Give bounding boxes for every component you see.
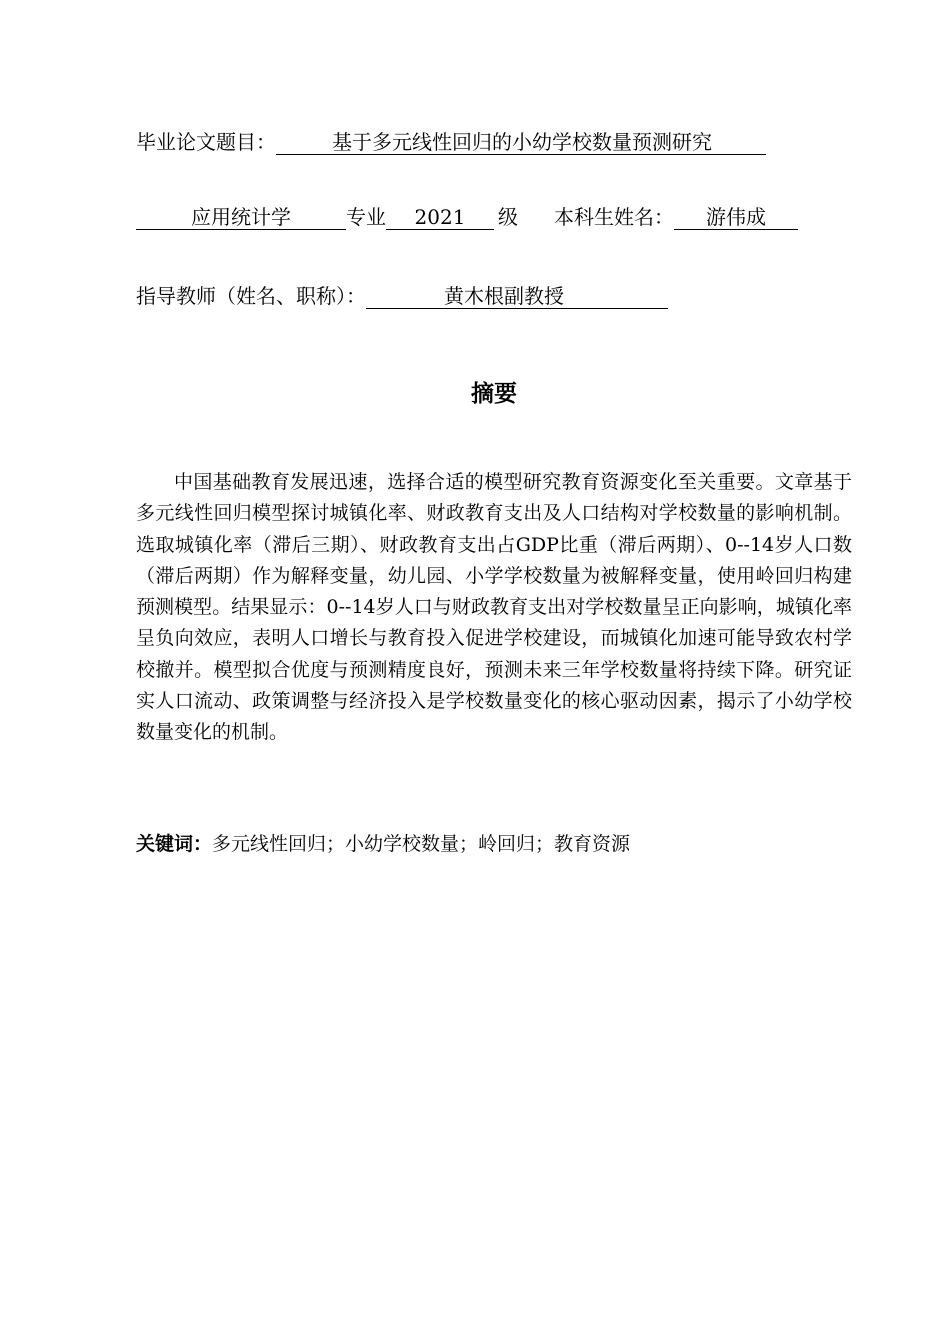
abstract-body: 中国基础教育发展迅速，选择合适的模型研究教育资源变化至关重要。文章基于多元线性回归模型探讨城镇化率、财政教育支出及人口结构对学校数量的影响机制。选取城镇化率（滞后三期）、财政教育支出占GDP比重（滞后两期）、0--14岁人口数（滞后两期）作为解释变量，幼儿园、小学学校数量为被解释变量，使用岭回归构建预测模型。结果显示：0--14岁人口与财政教育支出对学校数量呈正向影响，城镇化率呈负向效应，表明人口增长与教育投入促进学校建设，而城镇化加速可能导致农村学校撤并。模型拟合优度与预测精度良好，预测未来三年学校数量将持续下降。研究证实人口流动、政策调整与经济投入是学校数量变化的核心驱动因素，揭示了小幼学校数量变化的机制。: [136, 471, 852, 744]
thesis-title-label: 毕业论文题目：: [136, 130, 276, 154]
student-info-row: [136, 203, 798, 231]
advisor-field: 黄木根副教授: [366, 284, 668, 309]
advisor-row: [136, 282, 668, 310]
thesis-title-field: 基于多元线性回归的小幼学校数量预测研究: [276, 130, 766, 155]
major-field: 应用统计学: [136, 205, 346, 230]
student-name-field: 游伟成: [674, 205, 798, 230]
advisor-label: 指导教师（姓名、职称）：: [136, 284, 366, 308]
keywords-value: 多元线性回归；小幼学校数量；岭回归；教育资源: [212, 833, 631, 855]
year-label: 级: [498, 205, 518, 229]
keywords-label: 关键词：: [136, 833, 213, 855]
major-label: 专业: [346, 205, 386, 229]
keywords-row: [136, 829, 852, 859]
thesis-title-row: [136, 128, 766, 156]
abstract-heading: 摘要: [471, 381, 517, 407]
year-field: 2021: [386, 205, 494, 230]
student-name-label: 本科生姓名：: [554, 205, 674, 229]
